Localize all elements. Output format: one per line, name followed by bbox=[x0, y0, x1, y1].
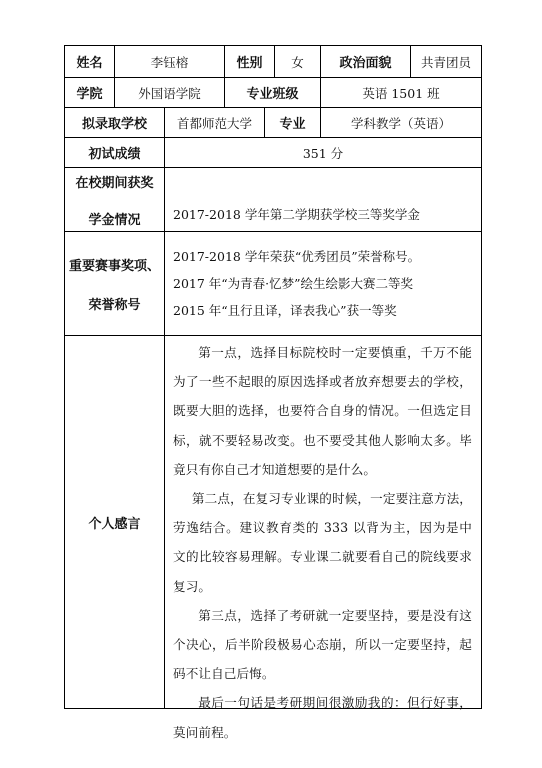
awards-label-line-2: 荣誉称号 bbox=[88, 297, 141, 313]
reflection-paragraph: 第三点，选择了考研就一定要坚持，要是没有这个决心，后半阶段极易心态崩，所以一定要坚持，起码不让自己后悔。 bbox=[173, 607, 472, 682]
reflection-paragraph: 最后一句话是考研期间很激励我的：但行好事，莫问前程。 bbox=[173, 695, 472, 740]
scholarship-text: 2017-2018 学年第二学期获学校三等奖学金 bbox=[173, 207, 420, 222]
gender-value: 女 bbox=[274, 45, 320, 77]
scholarship-label-line-1: 在校期间获奖 bbox=[75, 175, 154, 191]
political-status-label: 政治面貌 bbox=[320, 45, 410, 77]
award-item: 2017 年“为青春·忆梦”绘生绘影大赛二等奖 bbox=[173, 275, 414, 291]
awards-label-line-1: 重要赛事奖项、 bbox=[68, 258, 160, 274]
gender-label: 性别 bbox=[224, 45, 274, 77]
admission-school-label: 拟录取学校 bbox=[64, 107, 164, 137]
scholarship-label bbox=[64, 167, 164, 231]
awards-value bbox=[164, 231, 482, 335]
personal-reflection-value bbox=[164, 335, 482, 740]
college-label: 学院 bbox=[64, 77, 114, 107]
political-status-value: 共青团员 bbox=[410, 45, 482, 77]
major-value: 学科教学（英语） bbox=[320, 107, 482, 137]
name-label: 姓名 bbox=[64, 45, 114, 77]
award-item: 2015 年“且行且译，译表我心”获一等奖 bbox=[173, 302, 397, 318]
name-value: 李钰榕 bbox=[114, 45, 224, 77]
personal-reflection-label: 个人感言 bbox=[64, 335, 164, 709]
scholarship-label-line-2: 学金情况 bbox=[88, 212, 141, 228]
college-value: 外国语学院 bbox=[114, 77, 224, 107]
admission-school-value: 首都师范大学 bbox=[164, 107, 264, 137]
reflection-paragraph: 第一点，选择目标院校时一定要慎重，千万不能为了一些不起眼的原因选择或者放弃想要去的学校，既要大胆的选择，也要符合自身的情况。一但选定目标，就不要轻易改变。也不要受其他人影响太多。毕竟只有你自己才知道想要的是什么。 bbox=[173, 345, 472, 477]
major-class-label: 专业班级 bbox=[224, 77, 320, 107]
award-item: 2017-2018 学年荣获“优秀团员”荣誉称号。 bbox=[173, 248, 421, 264]
reflection-paragraph: 第二点，在复习专业课的时候，一定要注意方法，劳逸结合。建议教育类的 333 以背为主，因为是中文的比较容易理解。专业课二就要看自己的院线要求复习。 bbox=[173, 491, 472, 594]
scholarship-value bbox=[164, 167, 482, 231]
major-label: 专业 bbox=[264, 107, 320, 137]
major-class-value: 英语 1501 班 bbox=[320, 77, 482, 107]
exam-score-value: 351 分 bbox=[164, 137, 482, 167]
exam-score-label: 初试成绩 bbox=[64, 137, 164, 167]
awards-label bbox=[64, 231, 164, 335]
